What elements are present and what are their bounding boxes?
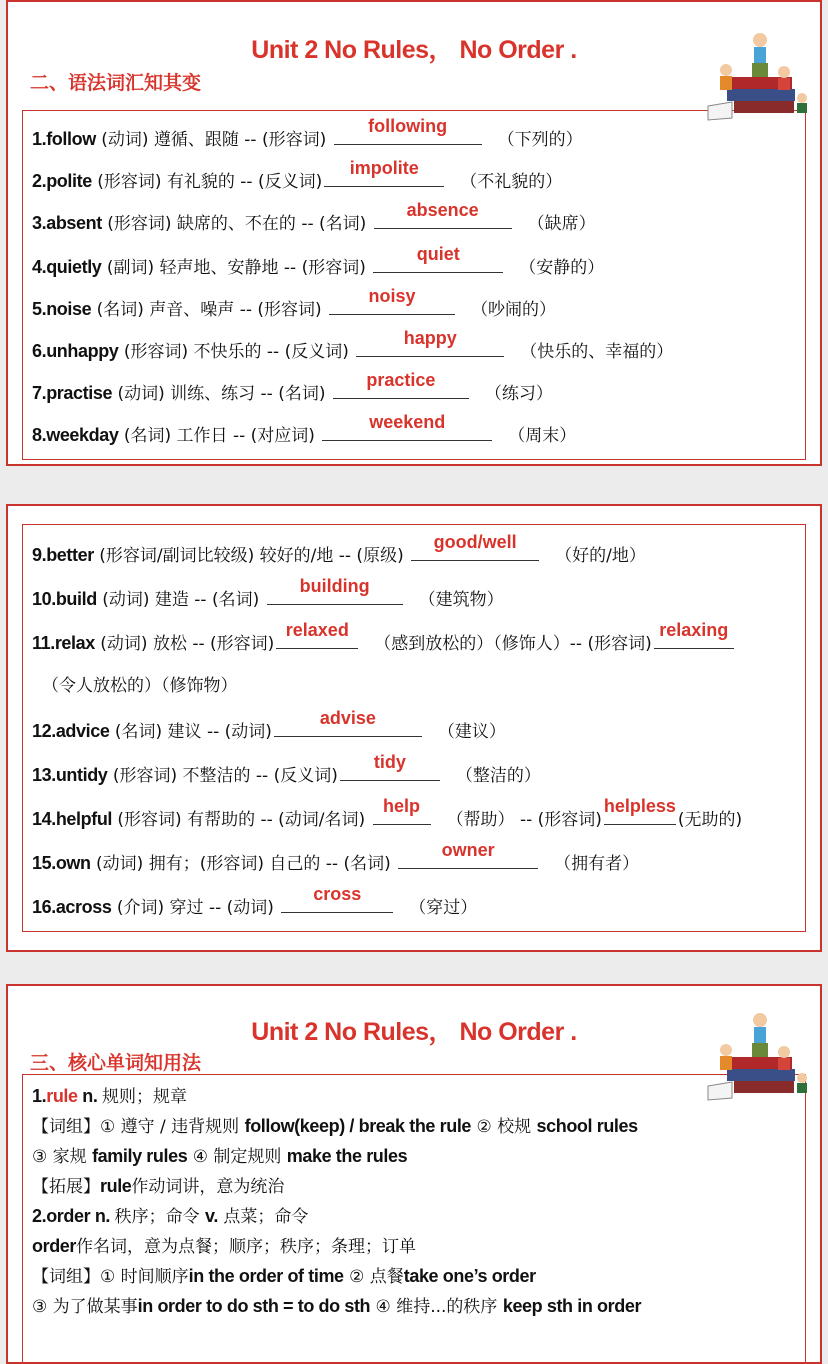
- exercise-row: [32, 244, 605, 280]
- exercise-note: （下列的）: [497, 130, 583, 150]
- exercise-row: [32, 840, 640, 876]
- exercise-word: 3.absent: [32, 213, 102, 233]
- usage-text: 【词组】① 时间顺序: [32, 1267, 189, 1287]
- exercise-note-2: (无助的): [677, 810, 743, 830]
- answer-blank[interactable]: [373, 244, 503, 273]
- exercise-pos: (名词) 建议 -- (动词): [109, 722, 272, 742]
- usage-phrase-2: school rules: [536, 1116, 638, 1136]
- exercise-word: 10.build: [32, 589, 97, 609]
- answer-blank[interactable]: [267, 576, 403, 605]
- exercise-row: [32, 532, 646, 568]
- exercise-word: 8.weekday: [32, 425, 119, 445]
- answer-text: building: [299, 576, 370, 596]
- usage-text-2: ④ 维持...的秩序: [370, 1297, 503, 1317]
- answer-blank[interactable]: [411, 532, 539, 561]
- exercise-note: （安静的）: [519, 258, 605, 278]
- exercise-pos: （令人放松的）（修饰物）: [42, 676, 238, 696]
- exercise-note: （周末）: [508, 426, 577, 446]
- answer-blank[interactable]: [274, 708, 422, 737]
- answer-blank-2[interactable]: [603, 796, 676, 825]
- answer-blank[interactable]: [334, 116, 482, 145]
- answer-text: quiet: [416, 244, 460, 264]
- exercise-word: 14.helpful: [32, 809, 113, 829]
- exercise-word: 7.practise: [32, 383, 113, 403]
- answer-text: happy: [403, 328, 457, 348]
- usage-text-2: ② 校规: [471, 1117, 537, 1137]
- answer-blank[interactable]: [281, 884, 393, 913]
- exercise-row: [32, 620, 736, 656]
- page-title: Unit 2 No Rules， No Order .: [251, 36, 577, 64]
- exercise-pos: (副词) 轻声地、安静地 -- (形容词): [101, 258, 372, 278]
- exercise-note: （感到放松的）（修饰人）-- (形容词): [374, 634, 652, 654]
- exercise-note: （吵闹的）: [471, 300, 557, 320]
- answer-blank[interactable]: [374, 200, 512, 229]
- exercise-word: 6.unhappy: [32, 341, 119, 361]
- usage-head: order: [32, 1236, 77, 1256]
- usage-text-2: ④ 制定规则: [187, 1147, 287, 1167]
- answer-blank-2[interactable]: [654, 620, 734, 649]
- exercise-word: 12.advice: [32, 721, 110, 741]
- answer-text-2: helpless: [603, 796, 676, 816]
- exercise-row: [32, 412, 577, 448]
- usage-head: 2.order: [32, 1206, 91, 1226]
- answer-blank[interactable]: [322, 412, 492, 441]
- section-card-3: [6, 984, 822, 1364]
- exercise-pos: (动词) 拥有；(形容词) 自己的 -- (名词): [90, 854, 397, 874]
- exercise-row: [32, 328, 674, 364]
- exercise-pos: (形容词/副词比较级) 较好的/地 -- (原级): [93, 546, 410, 566]
- exercise-row: [32, 116, 583, 152]
- exercise-note: （好的/地）: [555, 546, 646, 566]
- exercise-pos: (动词) 建造 -- (名词): [96, 590, 265, 610]
- usage-keyword: rule: [46, 1086, 78, 1106]
- usage-phrase: in the order of time: [188, 1266, 344, 1286]
- exercise-note: （练习）: [484, 384, 553, 404]
- exercise-pos: (形容词) 有帮助的 -- (动词/名词): [112, 810, 371, 830]
- exercise-pos: (形容词) 不整洁的 -- (反义词): [107, 766, 338, 786]
- usage-phrase-2: keep sth in order: [502, 1296, 642, 1316]
- answer-blank[interactable]: [340, 752, 440, 781]
- exercise-word: 13.untidy: [32, 765, 108, 785]
- exercise-word: 2.polite: [32, 171, 92, 191]
- exercise-note: （拥有者）: [554, 854, 640, 874]
- exercise-note: （不礼貌的）: [460, 172, 563, 192]
- exercise-word: 16.across: [32, 897, 112, 917]
- exercise-word: 15.own: [32, 853, 91, 873]
- exercise-row: [32, 796, 743, 832]
- answer-text: good/well: [433, 532, 517, 552]
- usage-pos: n.: [77, 1086, 103, 1106]
- answer-blank[interactable]: [324, 158, 444, 187]
- exercise-word: 5.noise: [32, 299, 92, 319]
- answer-text: advise: [319, 708, 376, 728]
- exercise-word: 4.quietly: [32, 257, 102, 277]
- usage-text: 作名词，意为点餐；顺序；秩序；条理；订单: [76, 1237, 417, 1257]
- answer-blank[interactable]: [398, 840, 538, 869]
- answer-text: practice: [366, 370, 436, 390]
- exercise-pos: (动词) 遵循、跟随 -- (形容词): [95, 130, 332, 150]
- exercise-pos: (形容词) 有礼貌的 -- (反义词): [91, 172, 323, 192]
- exercise-note: （快乐的、幸福的）: [520, 342, 674, 362]
- page-title-2: Unit 2 No Rules， No Order .: [251, 1018, 577, 1046]
- exercise-pos: (动词) 训练、练习 -- (名词): [112, 384, 331, 404]
- exercise-word: 11.relax: [32, 633, 95, 653]
- exercise-pos: (名词) 工作日 -- (对应词): [118, 426, 321, 446]
- usage-text: 【拓展】: [32, 1177, 100, 1197]
- books-kids-illustration-icon: [702, 22, 812, 122]
- answer-text: relaxed: [285, 620, 349, 640]
- answer-blank[interactable]: [329, 286, 455, 315]
- usage-line: [32, 1232, 416, 1260]
- usage-text: 秩序；命令: [114, 1207, 206, 1227]
- usage-phrase-2: make the rules: [286, 1146, 408, 1166]
- usage-phrase: family rules: [92, 1146, 188, 1166]
- section-heading: 二、语法词汇知其变: [30, 72, 202, 94]
- answer-text: absence: [406, 200, 479, 220]
- exercise-pos: (形容词) 不快乐的 -- (反义词): [118, 342, 355, 362]
- usage-text: ③ 家规: [32, 1147, 93, 1167]
- answer-text: owner: [441, 840, 495, 860]
- answer-text: following: [368, 116, 448, 136]
- usage-line: [32, 1142, 407, 1170]
- usage-line: [32, 1292, 641, 1320]
- usage-text-2: 点菜；命令: [217, 1207, 309, 1227]
- answer-text: cross: [313, 884, 362, 904]
- exercise-row: [32, 884, 478, 920]
- usage-pos: n.: [90, 1206, 115, 1226]
- usage-phrase: rule: [100, 1176, 132, 1196]
- answer-blank[interactable]: [333, 370, 469, 399]
- answer-blank[interactable]: [373, 796, 431, 825]
- usage-phrase-2: take one’s order: [403, 1266, 536, 1286]
- exercise-row: [32, 370, 553, 406]
- usage-text-2: 作动词讲，意为统治: [131, 1177, 285, 1197]
- exercise-pos: (形容词) 缺席的、不在的 -- (名词): [101, 214, 372, 234]
- answer-text: impolite: [349, 158, 419, 178]
- section-card-1: [6, 0, 822, 466]
- exercise-row: [32, 752, 541, 788]
- usage-line: [32, 1202, 308, 1230]
- exercise-word: 1.follow: [32, 129, 96, 149]
- exercise-row: [32, 708, 506, 744]
- exercise-row: [32, 286, 557, 322]
- exercise-note: （穿过）: [409, 898, 478, 918]
- exercise-note: （建议）: [437, 722, 506, 742]
- exercise-pos: (介词) 穿过 -- (动词): [111, 898, 280, 918]
- usage-line: [32, 1112, 638, 1140]
- usage-text: 规则；规章: [102, 1087, 188, 1107]
- answer-blank[interactable]: [276, 620, 358, 649]
- usage-text-2: ② 点餐: [343, 1267, 404, 1287]
- usage-line: [32, 1262, 536, 1290]
- usage-text: 【词组】① 遵守 / 违背规则: [32, 1117, 245, 1137]
- exercise-row: [42, 672, 238, 700]
- answer-blank[interactable]: [356, 328, 504, 357]
- exercise-note: （缺席）: [527, 214, 596, 234]
- exercise-row: [32, 158, 563, 194]
- answer-text: weekend: [369, 412, 446, 432]
- usage-phrase: in order to do sth = to do sth: [137, 1296, 371, 1316]
- exercise-note: （整洁的）: [455, 766, 541, 786]
- exercise-row: [32, 576, 504, 612]
- exercise-row: [32, 200, 596, 236]
- section-card-2: [6, 504, 822, 952]
- usage-line: [32, 1082, 187, 1110]
- books-kids-illustration-icon-2: [702, 1002, 812, 1102]
- usage-phrase: v.: [205, 1206, 218, 1226]
- usage-head: 1.: [32, 1086, 47, 1106]
- usage-text: ③ 为了做某事: [32, 1297, 138, 1317]
- exercise-note: （帮助） -- (形容词): [446, 810, 602, 830]
- exercise-word: 9.better: [32, 545, 94, 565]
- answer-text-2: relaxing: [659, 620, 729, 640]
- usage-line: [32, 1172, 284, 1200]
- answer-text: help: [383, 796, 421, 816]
- answer-text: tidy: [373, 752, 406, 772]
- exercise-pos: (动词) 放松 -- (形容词): [94, 634, 275, 654]
- usage-phrase: follow(keep) / break the rule: [244, 1116, 472, 1136]
- answer-text: noisy: [368, 286, 416, 306]
- exercise-note: （建筑物）: [418, 590, 504, 610]
- section-heading-2: 三、核心单词知用法: [30, 1052, 202, 1074]
- exercise-pos: (名词) 声音、噪声 -- (形容词): [91, 300, 328, 320]
